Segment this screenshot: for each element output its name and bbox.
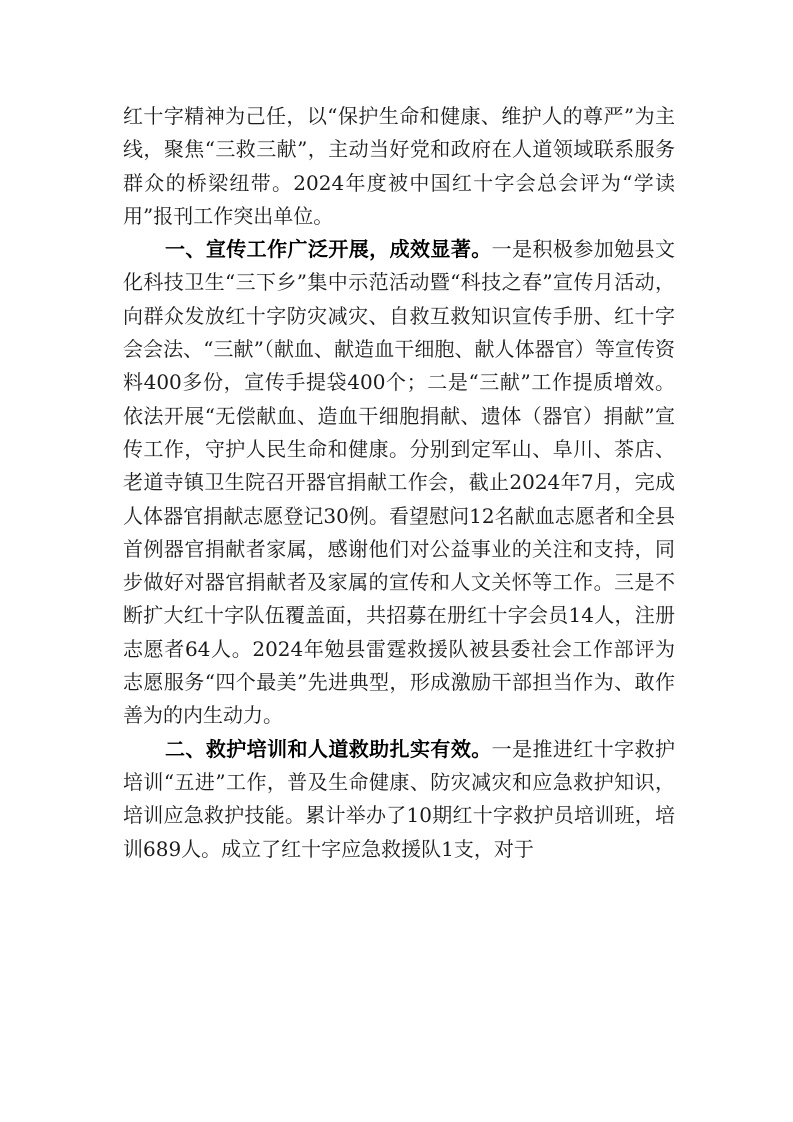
section-2-paragraph — [123, 733, 675, 866]
section-1-body: 一是积极参加勉县文化科技卫生“三下乡”集中示范活动暨“科技之春”宣传月活动，向群众发放红十字防灾减灾、自救互救知识宣传手册、红十字会会法、“三献”（献血、献造血干细胞、献人体器官）等宣传资料400多份，宣传手提袋400个；二是“三献”工作提质增效。依法开展“无偿献血、造血干细胞捐献、遗体（器官）捐献”宣传工作，守护人民生命和健康。分别到定军山、阜川、茶店、老道寺镇卫生院召开器官捐献工作会，截止2024年7月，完成人体器官捐献志愿登记30例。看望慰问12名献血志愿者和全县首例器官捐献者家属，感谢他们对公益事业的关注和支持，同步做好对器官捐献者及家属的宣传和人文关怀等工作。三是不断扩大红十字队伍覆盖面，共招募在册红十字会员14人，注册志愿者64人。2024年勉县雷霆救援队被县委社会工作部评为志愿服务“四个最美”先进典型，形成激励干部担当作为、敢作善为的内生动力。 — [123, 237, 676, 728]
section-1-paragraph — [123, 233, 675, 732]
document-body — [123, 100, 675, 866]
intro-paragraph: 红十字精神为己任，以“保护生命和健康、维护人的尊严”为主线，聚焦“三救三献”，主动当好党和政府在人道领域联系服务群众的桥梁纽带。2024年度被中国红十字会总会评为“学读用”报刊工作突出单位。 — [123, 104, 675, 228]
section-2-heading: 二、救护培训和人道救助扎实有效。 — [165, 736, 492, 761]
section-2-body: 一是推进红十字救护培训“五进”工作，普及生命健康、防灾减灾和应急救护知识，培训应急救护技能。累计举办了10期红十字救护员培训班，培训689人。成立了红十字应急救援队1支，对于 — [123, 736, 676, 861]
section-1-heading: 一、宣传工作广泛开展，成效显著。 — [165, 237, 492, 262]
